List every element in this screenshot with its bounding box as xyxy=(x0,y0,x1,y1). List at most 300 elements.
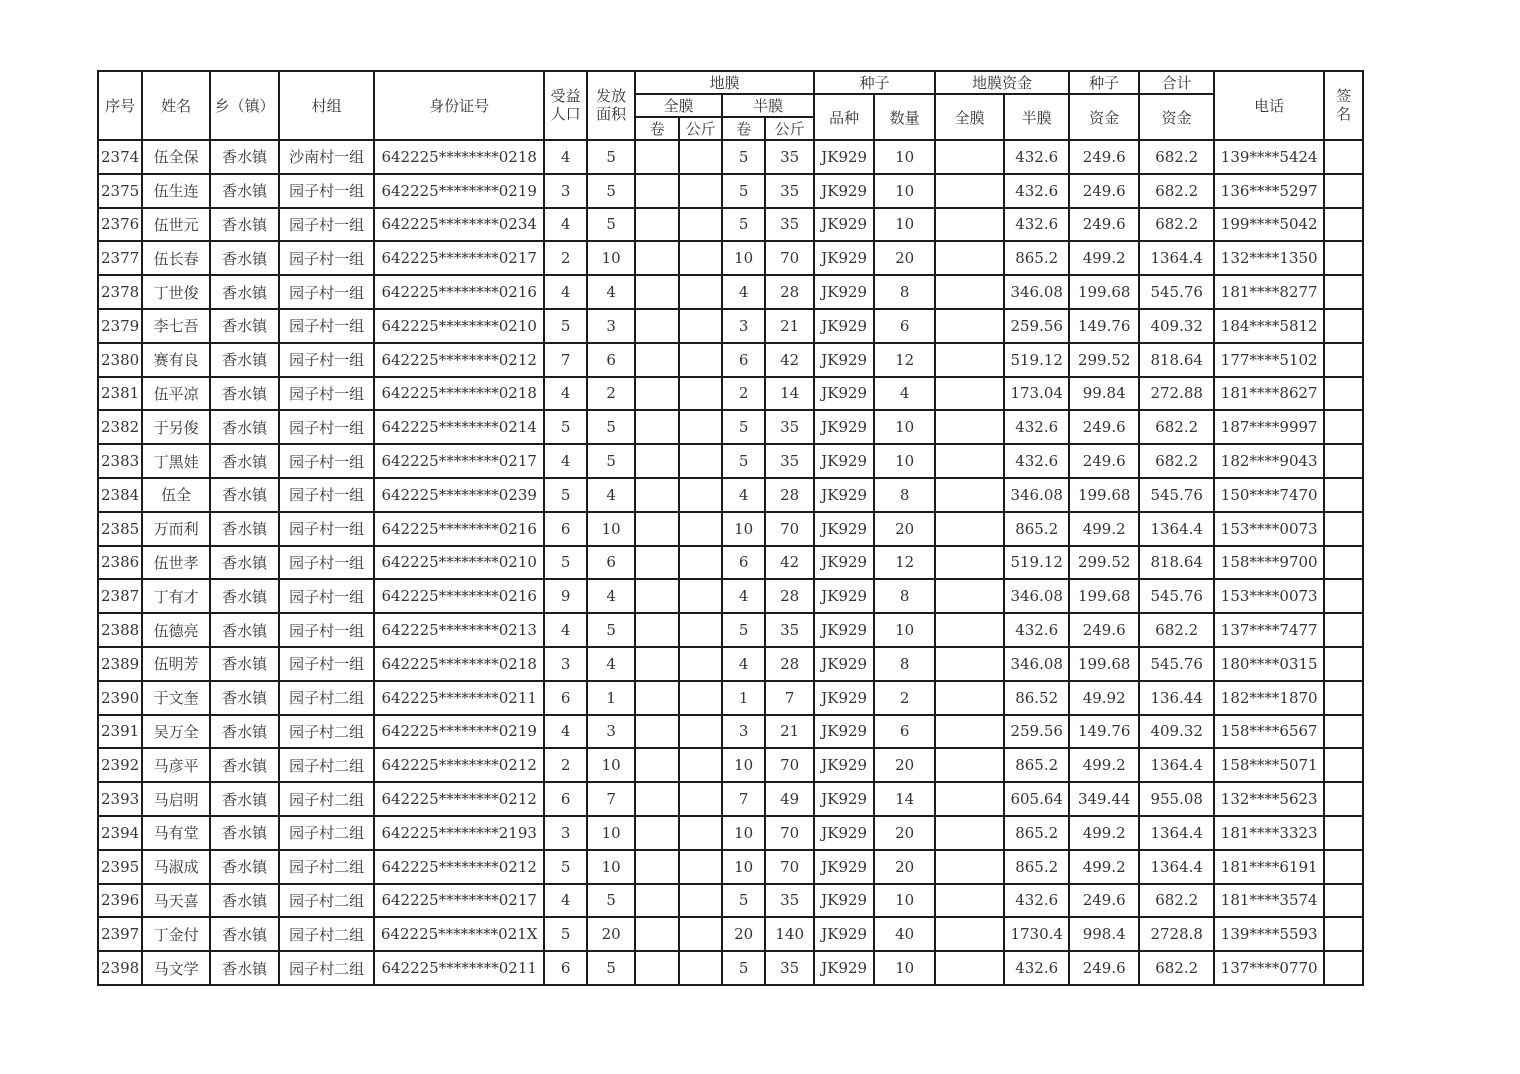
total-fund-cell: 409.32 xyxy=(1139,309,1214,343)
full-film-rolls-cell xyxy=(635,377,679,411)
table-row xyxy=(98,715,1363,749)
total-fund-cell: 1364.4 xyxy=(1139,816,1214,850)
total-fund-cell: 682.2 xyxy=(1139,444,1214,478)
seed-fund-cell: 249.6 xyxy=(1069,410,1139,444)
film-fund-full-cell xyxy=(935,377,1004,411)
beneficiary-population-cell: 6 xyxy=(544,681,587,715)
id-number-cell: 642225********0239 xyxy=(374,478,544,512)
full-film-kg-cell xyxy=(679,309,722,343)
half-film-rolls-cell: 5 xyxy=(722,613,765,647)
seed-quantity-cell: 10 xyxy=(874,951,935,985)
film-fund-full-cell xyxy=(935,478,1004,512)
signature-cell xyxy=(1324,647,1363,681)
full-film-rolls-cell xyxy=(635,748,679,782)
table-row xyxy=(98,951,1363,985)
serial-cell: 2374 xyxy=(98,140,142,174)
film-fund-full-cell xyxy=(935,140,1004,174)
issued-area-line1: 发放 xyxy=(596,86,627,105)
film-fund-full-cell xyxy=(935,444,1004,478)
beneficiary-population-cell: 5 xyxy=(544,917,587,951)
issued-area-cell: 3 xyxy=(587,309,635,343)
film-fund-half-cell: 259.56 xyxy=(1004,715,1069,749)
issued-area-cell: 6 xyxy=(587,343,635,377)
seed-quantity-cell: 2 xyxy=(874,681,935,715)
seed-quantity-cell: 6 xyxy=(874,309,935,343)
phone-cell: 182****1870 xyxy=(1214,681,1324,715)
half-film-kg-cell: 35 xyxy=(765,410,814,444)
signature-cell xyxy=(1324,478,1363,512)
seed-fund-cell: 99.84 xyxy=(1069,377,1139,411)
col-header-film-fund-half: 半膜 xyxy=(1004,94,1069,140)
full-film-rolls-cell xyxy=(635,410,679,444)
id-number-cell: 642225********0211 xyxy=(374,681,544,715)
film-fund-half-cell: 346.08 xyxy=(1004,579,1069,613)
township-cell: 香水镇 xyxy=(210,241,279,275)
village-cell: 园子村二组 xyxy=(279,681,374,715)
serial-cell: 2387 xyxy=(98,579,142,613)
township-cell: 香水镇 xyxy=(210,174,279,208)
half-film-kg-cell: 70 xyxy=(765,512,814,546)
seed-variety-cell: JK929 xyxy=(814,309,874,343)
seed-fund-cell: 499.2 xyxy=(1069,816,1139,850)
id-number-cell: 642225********021X xyxy=(374,917,544,951)
serial-cell: 2375 xyxy=(98,174,142,208)
half-film-rolls-cell: 20 xyxy=(722,917,765,951)
full-film-kg-cell xyxy=(679,140,722,174)
beneficiary-population-cell: 4 xyxy=(544,884,587,918)
col-header-seed-fund: 资金 xyxy=(1069,94,1139,140)
beneficiary-population-line2: 人口 xyxy=(550,104,581,123)
serial-cell: 2391 xyxy=(98,715,142,749)
name-cell: 伍全保 xyxy=(142,140,210,174)
table-row xyxy=(98,917,1363,951)
issued-area-cell: 4 xyxy=(587,478,635,512)
full-film-rolls-cell xyxy=(635,208,679,242)
half-film-rolls-cell: 5 xyxy=(722,208,765,242)
col-header-serial: 序号 xyxy=(98,71,142,140)
full-film-rolls-cell xyxy=(635,478,679,512)
film-fund-full-cell xyxy=(935,174,1004,208)
id-number-cell: 642225********0217 xyxy=(374,884,544,918)
half-film-rolls-cell: 5 xyxy=(722,140,765,174)
group-header-half-film: 半膜 xyxy=(722,94,814,117)
signature-line2: 名 xyxy=(1336,104,1352,123)
phone-cell: 132****1350 xyxy=(1214,241,1324,275)
seed-variety-cell: JK929 xyxy=(814,917,874,951)
half-film-kg-cell: 28 xyxy=(765,579,814,613)
total-fund-cell: 682.2 xyxy=(1139,884,1214,918)
full-film-rolls-cell xyxy=(635,647,679,681)
seed-variety-cell: JK929 xyxy=(814,478,874,512)
full-film-kg-cell xyxy=(679,613,722,647)
beneficiary-population-cell: 3 xyxy=(544,647,587,681)
seed-quantity-cell: 20 xyxy=(874,748,935,782)
seed-fund-cell: 199.68 xyxy=(1069,579,1139,613)
full-film-kg-cell xyxy=(679,377,722,411)
beneficiary-population-cell: 4 xyxy=(544,140,587,174)
phone-cell: 181****3574 xyxy=(1214,884,1324,918)
half-film-kg-cell: 70 xyxy=(765,850,814,884)
id-number-cell: 642225********0216 xyxy=(374,579,544,613)
signature-cell xyxy=(1324,884,1363,918)
beneficiary-population-cell: 4 xyxy=(544,275,587,309)
issued-area-cell: 20 xyxy=(587,917,635,951)
film-fund-half-cell: 519.12 xyxy=(1004,546,1069,580)
seed-quantity-cell: 4 xyxy=(874,377,935,411)
beneficiary-population-cell: 5 xyxy=(544,850,587,884)
id-number-cell: 642225********0212 xyxy=(374,850,544,884)
seed-variety-cell: JK929 xyxy=(814,140,874,174)
seed-quantity-cell: 8 xyxy=(874,647,935,681)
film-fund-half-cell: 432.6 xyxy=(1004,208,1069,242)
seed-quantity-cell: 8 xyxy=(874,478,935,512)
name-cell: 丁黑娃 xyxy=(142,444,210,478)
beneficiary-population-cell: 5 xyxy=(544,309,587,343)
id-number-cell: 642225********0212 xyxy=(374,343,544,377)
signature-cell xyxy=(1324,546,1363,580)
seed-variety-cell: JK929 xyxy=(814,444,874,478)
seed-variety-cell: JK929 xyxy=(814,275,874,309)
issued-area-cell: 4 xyxy=(587,647,635,681)
col-header-issued-area xyxy=(587,71,635,140)
film-fund-full-cell xyxy=(935,275,1004,309)
half-film-rolls-cell: 3 xyxy=(722,715,765,749)
signature-cell xyxy=(1324,512,1363,546)
half-film-rolls-cell: 4 xyxy=(722,275,765,309)
film-fund-half-cell: 432.6 xyxy=(1004,410,1069,444)
township-cell: 香水镇 xyxy=(210,681,279,715)
village-cell: 园子村一组 xyxy=(279,444,374,478)
film-fund-full-cell xyxy=(935,343,1004,377)
half-film-kg-cell: 35 xyxy=(765,951,814,985)
film-fund-half-cell: 346.08 xyxy=(1004,275,1069,309)
seed-quantity-cell: 20 xyxy=(874,241,935,275)
table-row xyxy=(98,343,1363,377)
half-film-rolls-cell: 10 xyxy=(722,241,765,275)
beneficiary-population-cell: 9 xyxy=(544,579,587,613)
film-fund-full-cell xyxy=(935,208,1004,242)
village-cell: 园子村一组 xyxy=(279,647,374,681)
seed-quantity-cell: 10 xyxy=(874,208,935,242)
table-row xyxy=(98,140,1363,174)
total-fund-cell: 2728.8 xyxy=(1139,917,1214,951)
id-number-cell: 642225********0219 xyxy=(374,174,544,208)
township-cell: 香水镇 xyxy=(210,343,279,377)
signature-cell xyxy=(1324,782,1363,816)
signature-cell xyxy=(1324,377,1363,411)
seed-variety-cell: JK929 xyxy=(814,681,874,715)
full-film-rolls-cell xyxy=(635,917,679,951)
half-film-kg-cell: 42 xyxy=(765,343,814,377)
group-header-full-film: 全膜 xyxy=(635,94,722,117)
full-film-kg-cell xyxy=(679,850,722,884)
seed-quantity-cell: 10 xyxy=(874,140,935,174)
township-cell: 香水镇 xyxy=(210,613,279,647)
seed-variety-cell: JK929 xyxy=(814,748,874,782)
table-row xyxy=(98,647,1363,681)
full-film-kg-cell xyxy=(679,579,722,613)
half-film-rolls-cell: 2 xyxy=(722,377,765,411)
film-fund-full-cell xyxy=(935,613,1004,647)
serial-cell: 2388 xyxy=(98,613,142,647)
issued-area-cell: 6 xyxy=(587,546,635,580)
phone-cell: 181****8277 xyxy=(1214,275,1324,309)
half-film-rolls-cell: 5 xyxy=(722,951,765,985)
seed-fund-cell: 249.6 xyxy=(1069,140,1139,174)
total-fund-cell: 545.76 xyxy=(1139,478,1214,512)
seed-quantity-cell: 8 xyxy=(874,275,935,309)
seed-fund-cell: 998.4 xyxy=(1069,917,1139,951)
village-cell: 园子村一组 xyxy=(279,208,374,242)
beneficiary-population-cell: 3 xyxy=(544,816,587,850)
half-film-rolls-cell: 10 xyxy=(722,748,765,782)
serial-cell: 2385 xyxy=(98,512,142,546)
full-film-rolls-cell xyxy=(635,715,679,749)
township-cell: 香水镇 xyxy=(210,410,279,444)
full-film-kg-cell xyxy=(679,884,722,918)
col-header-total-fund: 资金 xyxy=(1139,94,1214,140)
film-fund-half-cell: 865.2 xyxy=(1004,748,1069,782)
phone-cell: 137****7477 xyxy=(1214,613,1324,647)
signature-cell xyxy=(1324,208,1363,242)
col-header-township: 乡（镇） xyxy=(210,71,279,140)
full-film-kg-cell xyxy=(679,174,722,208)
issued-area-cell: 5 xyxy=(587,444,635,478)
phone-cell: 177****5102 xyxy=(1214,343,1324,377)
village-cell: 园子村一组 xyxy=(279,275,374,309)
signature-cell xyxy=(1324,444,1363,478)
total-fund-cell: 1364.4 xyxy=(1139,850,1214,884)
phone-cell: 136****5297 xyxy=(1214,174,1324,208)
issued-area-cell: 10 xyxy=(587,850,635,884)
film-fund-full-cell xyxy=(935,884,1004,918)
serial-cell: 2397 xyxy=(98,917,142,951)
col-header-phone: 电话 xyxy=(1214,71,1324,140)
seed-fund-cell: 499.2 xyxy=(1069,850,1139,884)
total-fund-cell: 682.2 xyxy=(1139,140,1214,174)
table-body xyxy=(98,140,1363,985)
township-cell: 香水镇 xyxy=(210,782,279,816)
village-cell: 园子村二组 xyxy=(279,884,374,918)
col-header-half-film-kg: 公斤 xyxy=(765,117,814,140)
seed-fund-cell: 299.52 xyxy=(1069,343,1139,377)
village-cell: 园子村一组 xyxy=(279,512,374,546)
full-film-kg-cell xyxy=(679,241,722,275)
col-header-full-film-kg: 公斤 xyxy=(679,117,722,140)
film-fund-full-cell xyxy=(935,715,1004,749)
film-fund-full-cell xyxy=(935,782,1004,816)
id-number-cell: 642225********0218 xyxy=(374,647,544,681)
beneficiary-population-cell: 6 xyxy=(544,782,587,816)
phone-cell: 137****0770 xyxy=(1214,951,1324,985)
township-cell: 香水镇 xyxy=(210,579,279,613)
total-fund-cell: 136.44 xyxy=(1139,681,1214,715)
phone-cell: 153****0073 xyxy=(1214,512,1324,546)
half-film-kg-cell: 28 xyxy=(765,275,814,309)
seed-variety-cell: JK929 xyxy=(814,782,874,816)
film-fund-half-cell: 346.08 xyxy=(1004,478,1069,512)
col-header-name: 姓名 xyxy=(142,71,210,140)
township-cell: 香水镇 xyxy=(210,715,279,749)
phone-cell: 182****9043 xyxy=(1214,444,1324,478)
table-row xyxy=(98,816,1363,850)
header-row-1 xyxy=(98,71,1363,94)
phone-cell: 184****5812 xyxy=(1214,309,1324,343)
full-film-kg-cell xyxy=(679,681,722,715)
seed-variety-cell: JK929 xyxy=(814,174,874,208)
serial-cell: 2382 xyxy=(98,410,142,444)
village-cell: 沙南村一组 xyxy=(279,140,374,174)
serial-cell: 2394 xyxy=(98,816,142,850)
serial-cell: 2378 xyxy=(98,275,142,309)
film-fund-full-cell xyxy=(935,681,1004,715)
phone-cell: 181****6191 xyxy=(1214,850,1324,884)
half-film-kg-cell: 28 xyxy=(765,647,814,681)
full-film-kg-cell xyxy=(679,546,722,580)
id-number-cell: 642225********2193 xyxy=(374,816,544,850)
beneficiary-population-cell: 4 xyxy=(544,715,587,749)
full-film-rolls-cell xyxy=(635,512,679,546)
table-row xyxy=(98,410,1363,444)
signature-cell xyxy=(1324,816,1363,850)
name-cell: 伍世孝 xyxy=(142,546,210,580)
half-film-kg-cell: 42 xyxy=(765,546,814,580)
id-number-cell: 642225********0218 xyxy=(374,140,544,174)
village-cell: 园子村一组 xyxy=(279,309,374,343)
township-cell: 香水镇 xyxy=(210,546,279,580)
half-film-rolls-cell: 10 xyxy=(722,850,765,884)
total-fund-cell: 682.2 xyxy=(1139,174,1214,208)
film-fund-full-cell xyxy=(935,951,1004,985)
film-fund-half-cell: 432.6 xyxy=(1004,951,1069,985)
name-cell: 马有堂 xyxy=(142,816,210,850)
half-film-kg-cell: 140 xyxy=(765,917,814,951)
full-film-rolls-cell xyxy=(635,613,679,647)
name-cell: 李七吾 xyxy=(142,309,210,343)
township-cell: 香水镇 xyxy=(210,309,279,343)
total-fund-cell: 545.76 xyxy=(1139,579,1214,613)
table-row xyxy=(98,275,1363,309)
issued-area-cell: 7 xyxy=(587,782,635,816)
table-row xyxy=(98,748,1363,782)
id-number-cell: 642225********0210 xyxy=(374,309,544,343)
table-row xyxy=(98,208,1363,242)
phone-cell: 139****5593 xyxy=(1214,917,1324,951)
serial-cell: 2383 xyxy=(98,444,142,478)
issued-area-cell: 5 xyxy=(587,884,635,918)
half-film-kg-cell: 35 xyxy=(765,208,814,242)
serial-cell: 2393 xyxy=(98,782,142,816)
id-number-cell: 642225********0217 xyxy=(374,241,544,275)
issued-area-cell: 10 xyxy=(587,816,635,850)
full-film-kg-cell xyxy=(679,208,722,242)
phone-cell: 181****3323 xyxy=(1214,816,1324,850)
name-cell: 伍生连 xyxy=(142,174,210,208)
half-film-kg-cell: 21 xyxy=(765,715,814,749)
full-film-kg-cell xyxy=(679,647,722,681)
half-film-rolls-cell: 5 xyxy=(722,410,765,444)
phone-cell: 181****8627 xyxy=(1214,377,1324,411)
phone-cell: 158****9700 xyxy=(1214,546,1324,580)
phone-cell: 153****0073 xyxy=(1214,579,1324,613)
film-fund-half-cell: 432.6 xyxy=(1004,613,1069,647)
full-film-kg-cell xyxy=(679,715,722,749)
seed-fund-cell: 299.52 xyxy=(1069,546,1139,580)
township-cell: 香水镇 xyxy=(210,377,279,411)
id-number-cell: 642225********0218 xyxy=(374,377,544,411)
issued-area-cell: 5 xyxy=(587,140,635,174)
village-cell: 园子村二组 xyxy=(279,782,374,816)
name-cell: 丁有才 xyxy=(142,579,210,613)
issued-area-cell: 5 xyxy=(587,174,635,208)
beneficiary-population-cell: 3 xyxy=(544,174,587,208)
beneficiary-population-cell: 7 xyxy=(544,343,587,377)
half-film-kg-cell: 35 xyxy=(765,613,814,647)
film-fund-full-cell xyxy=(935,647,1004,681)
village-cell: 园子村一组 xyxy=(279,613,374,647)
id-number-cell: 642225********0216 xyxy=(374,275,544,309)
total-fund-cell: 955.08 xyxy=(1139,782,1214,816)
seed-variety-cell: JK929 xyxy=(814,613,874,647)
seed-quantity-cell: 20 xyxy=(874,850,935,884)
total-fund-cell: 682.2 xyxy=(1139,410,1214,444)
film-fund-half-cell: 865.2 xyxy=(1004,850,1069,884)
village-cell: 园子村一组 xyxy=(279,241,374,275)
half-film-rolls-cell: 3 xyxy=(722,309,765,343)
seed-quantity-cell: 12 xyxy=(874,343,935,377)
film-fund-half-cell: 432.6 xyxy=(1004,140,1069,174)
total-fund-cell: 682.2 xyxy=(1139,208,1214,242)
name-cell: 伍明芳 xyxy=(142,647,210,681)
half-film-rolls-cell: 10 xyxy=(722,512,765,546)
township-cell: 香水镇 xyxy=(210,917,279,951)
col-header-total-top: 合计 xyxy=(1139,71,1214,94)
name-cell: 于另俊 xyxy=(142,410,210,444)
table-row xyxy=(98,309,1363,343)
half-film-kg-cell: 21 xyxy=(765,309,814,343)
id-number-cell: 642225********0212 xyxy=(374,782,544,816)
full-film-kg-cell xyxy=(679,478,722,512)
phone-cell: 150****7470 xyxy=(1214,478,1324,512)
township-cell: 香水镇 xyxy=(210,951,279,985)
beneficiary-population-cell: 4 xyxy=(544,377,587,411)
name-cell: 伍全 xyxy=(142,478,210,512)
signature-cell xyxy=(1324,241,1363,275)
film-fund-half-cell: 259.56 xyxy=(1004,309,1069,343)
half-film-rolls-cell: 4 xyxy=(722,579,765,613)
total-fund-cell: 1364.4 xyxy=(1139,748,1214,782)
half-film-rolls-cell: 1 xyxy=(722,681,765,715)
seed-quantity-cell: 40 xyxy=(874,917,935,951)
table-row xyxy=(98,444,1363,478)
issued-area-cell: 2 xyxy=(587,377,635,411)
beneficiary-population-cell: 5 xyxy=(544,410,587,444)
name-cell: 丁世俊 xyxy=(142,275,210,309)
name-cell: 马启明 xyxy=(142,782,210,816)
beneficiary-population-cell: 4 xyxy=(544,444,587,478)
seed-variety-cell: JK929 xyxy=(814,208,874,242)
full-film-rolls-cell xyxy=(635,546,679,580)
col-header-beneficiary-population xyxy=(544,71,587,140)
id-number-cell: 642225********0216 xyxy=(374,512,544,546)
seed-variety-cell: JK929 xyxy=(814,816,874,850)
table-row xyxy=(98,478,1363,512)
seed-variety-cell: JK929 xyxy=(814,241,874,275)
township-cell: 香水镇 xyxy=(210,275,279,309)
signature-cell xyxy=(1324,613,1363,647)
total-fund-cell: 682.2 xyxy=(1139,613,1214,647)
table-row xyxy=(98,782,1363,816)
